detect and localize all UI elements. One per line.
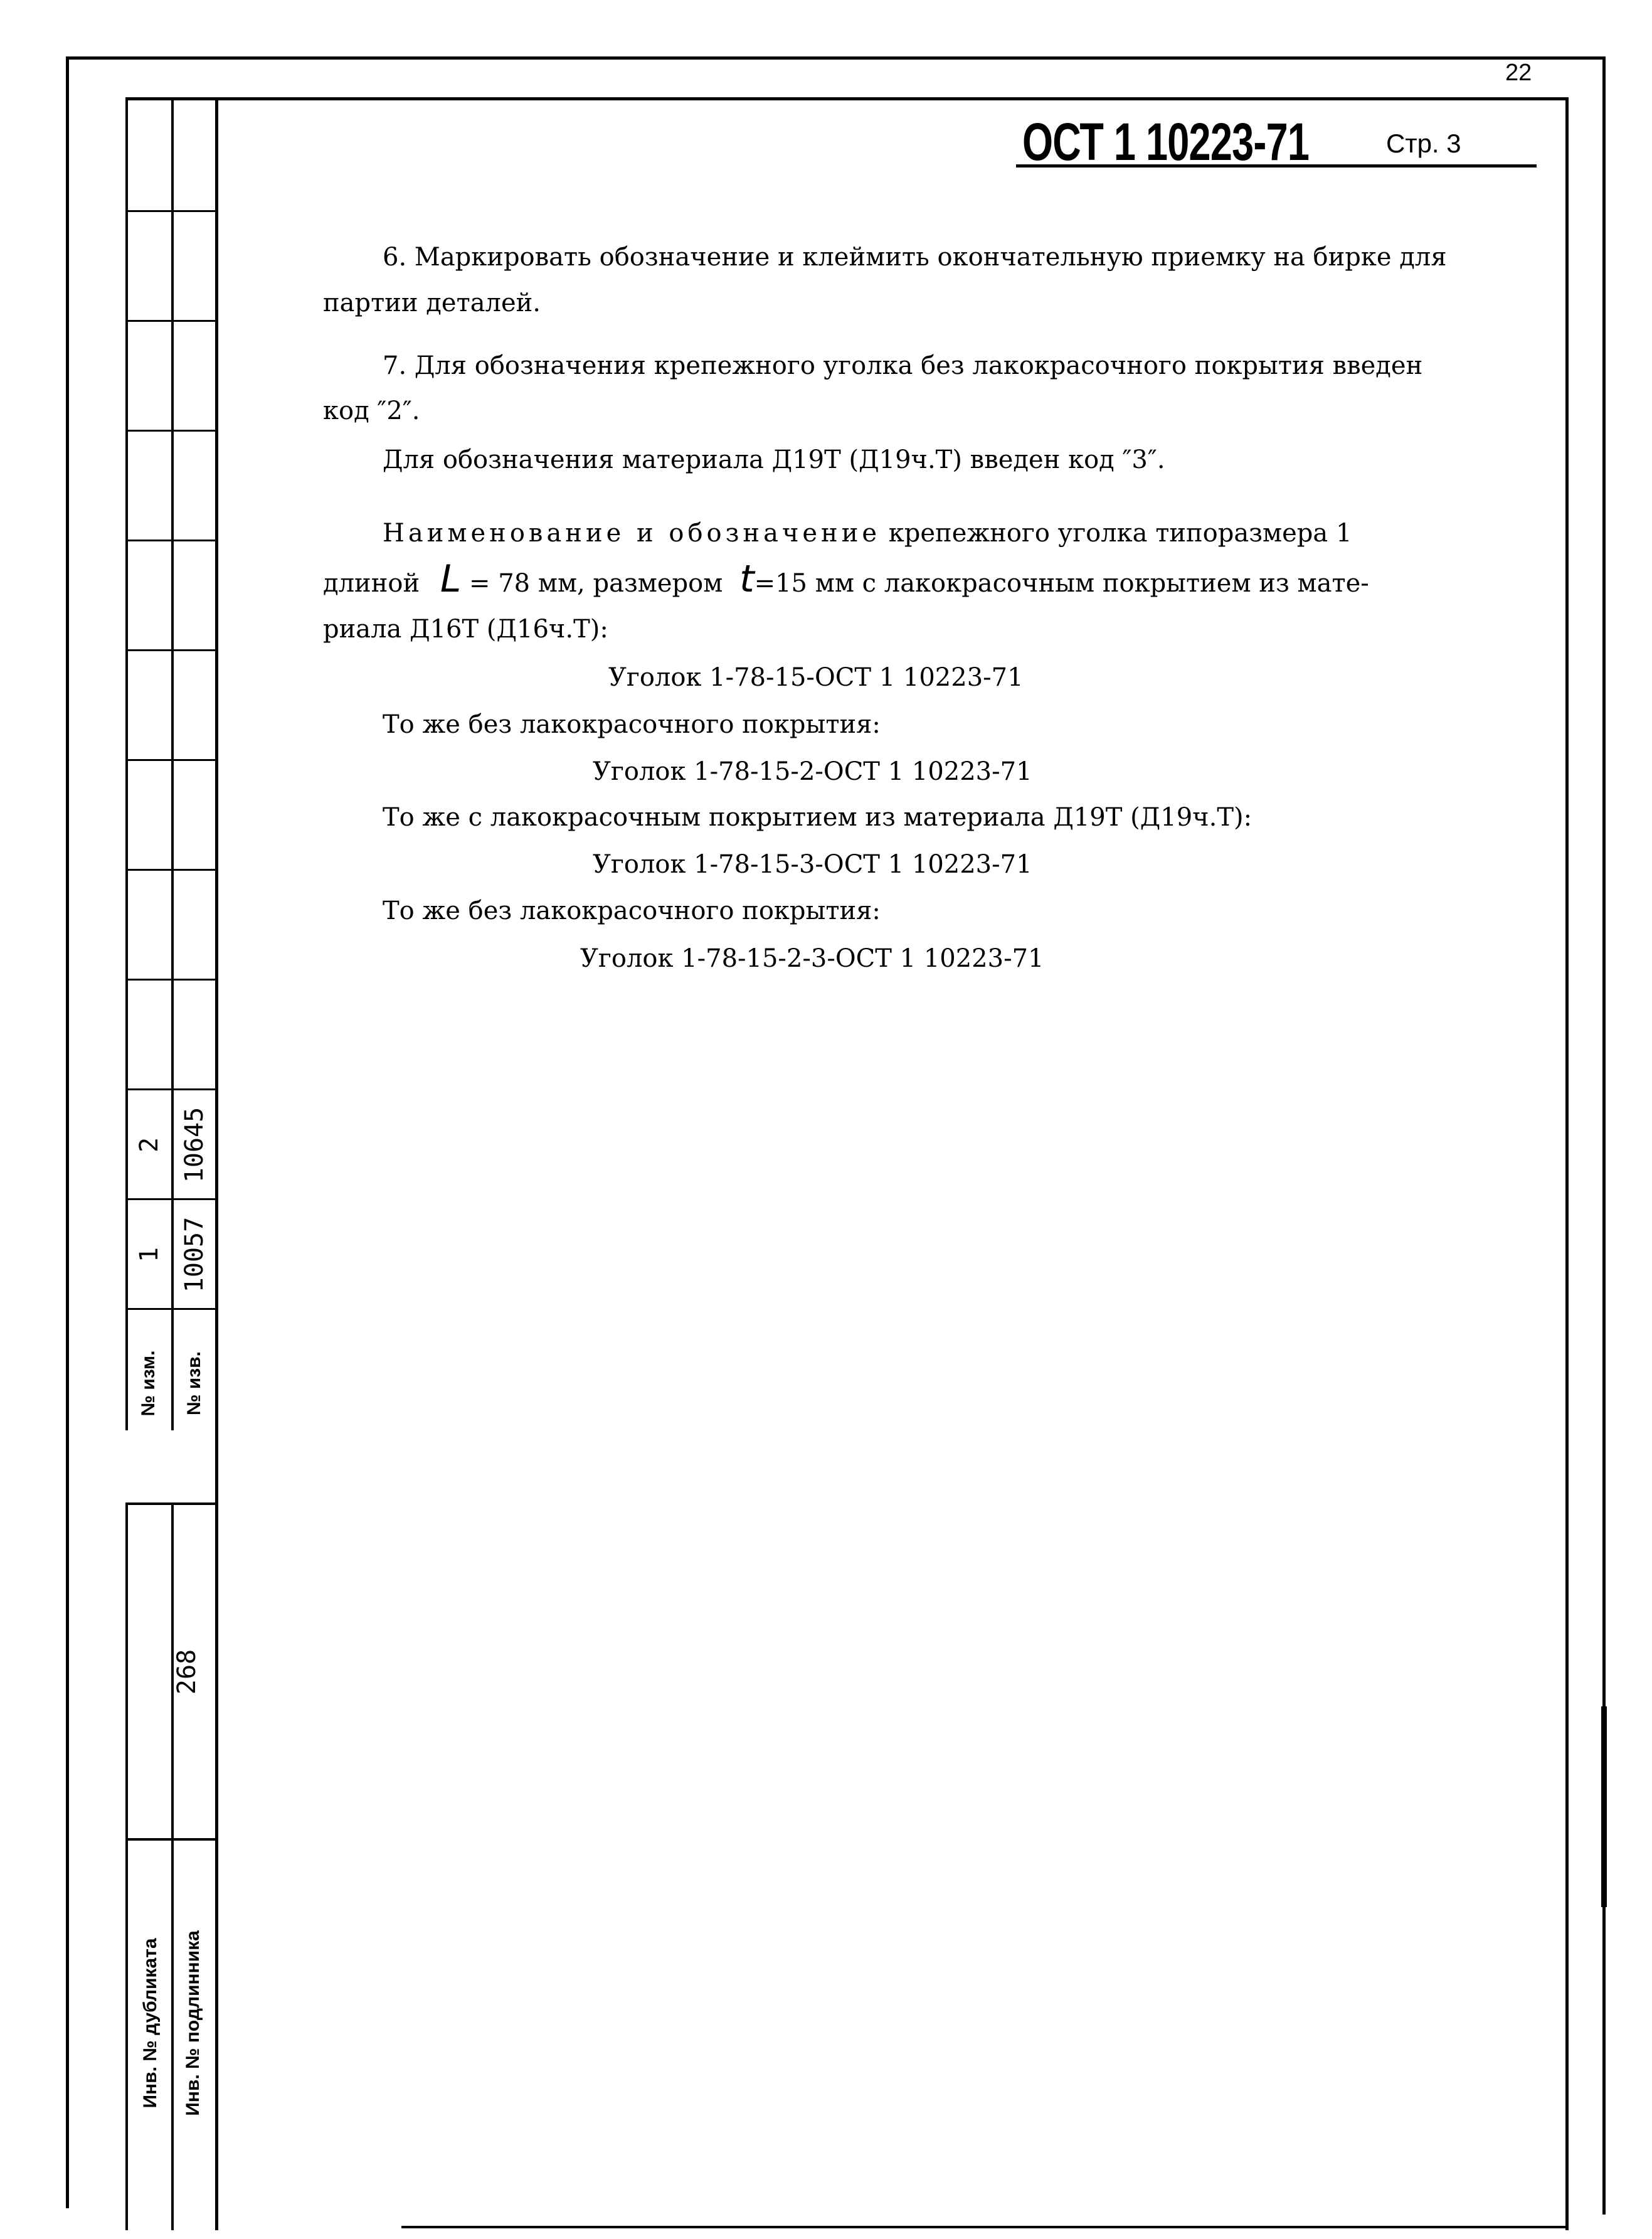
page-label: Стр. 3 — [1386, 129, 1461, 158]
inner-top — [125, 97, 1568, 100]
example-line3: риала Д16Т (Д16ч.Т): — [323, 615, 608, 644]
example-line2-a: длиной — [323, 569, 420, 598]
margin-sep — [125, 320, 216, 322]
right-edge-mark — [1601, 1706, 1607, 1907]
symbol-t: t — [739, 557, 755, 601]
frame-top — [66, 56, 1606, 60]
change-2: 2 — [135, 1137, 164, 1153]
item7-line3: Для обозначения материала Д19Т (Д19ч.Т) введен код ″3″. — [383, 445, 1165, 474]
note-2: То же без лакокрасочного покрытия: — [383, 710, 881, 739]
inner-bottom — [401, 2226, 1568, 2228]
item6-line1: 6. Маркировать обозначение и клеймить окончательную приемку на бирке для — [383, 243, 1447, 272]
margin-sep — [125, 649, 216, 651]
change-1: 1 — [135, 1247, 164, 1263]
note-3: То же с лакокрасочным покрытием из материала Д19Т (Д19ч.Т): — [383, 803, 1252, 832]
margin-sep — [125, 210, 216, 212]
item6-line2: партии деталей. — [323, 289, 541, 317]
example-line1 — [383, 518, 1352, 549]
example-line1-rest: крепежного уголка типоразмера 1 — [888, 519, 1352, 548]
document-code: ОСТ 1 10223-71 — [1022, 112, 1310, 171]
margin-sep — [125, 869, 216, 871]
margin-sep — [125, 430, 216, 432]
example-heading: Наименование и обозначение — [383, 519, 881, 548]
margin-line-1 — [125, 97, 128, 1430]
notice-2: 10645 — [180, 1107, 209, 1183]
item7-line2: код ″2″. — [323, 396, 420, 425]
original-inventory-label: Инв. № подлинника — [183, 1930, 203, 2116]
note-4: То же без лакокрасочного покрытия: — [383, 896, 881, 925]
margin-lower-line-1 — [125, 1502, 128, 2230]
margin-sep — [125, 979, 216, 981]
original-inventory-value: 268 — [172, 1649, 201, 1695]
example-line2 — [323, 557, 1369, 601]
symbol-l: L — [440, 557, 462, 601]
item7-line1: 7. Для обозначения крепежного уголка без лакокрасочного покрытия введен — [383, 351, 1423, 380]
notice-number-label: № изв. — [184, 1351, 204, 1415]
designation-4: Уголок 1-78-15-2-3-ОСТ 1 10223-71 — [580, 944, 1044, 973]
margin-sep — [125, 1502, 216, 1505]
designation-1: Уголок 1-78-15-ОСТ 1 10223-71 — [608, 663, 1024, 692]
margin-lower-line-2 — [171, 1502, 174, 2230]
designation-3: Уголок 1-78-15-3-ОСТ 1 10223-71 — [593, 850, 1032, 879]
example-line2-c: =15 мм с лакокрасочным покрытием из мате- — [754, 569, 1369, 598]
frame-left — [66, 56, 69, 2208]
margin-sep — [125, 1838, 216, 1841]
sheet-number: 22 — [1505, 60, 1532, 86]
change-number-label: № изм. — [138, 1350, 159, 1417]
designation-2: Уголок 1-78-15-2-ОСТ 1 10223-71 — [593, 757, 1032, 786]
margin-line-2 — [171, 97, 174, 1430]
margin-sep — [125, 540, 216, 541]
margin-line-3 — [215, 97, 218, 2230]
inner-right — [1565, 97, 1569, 2230]
duplicate-inventory-label: Инв. № дубликата — [140, 1938, 161, 2109]
example-line2-b: = 78 мм, размером — [469, 569, 723, 598]
notice-1: 10057 — [180, 1216, 209, 1293]
margin-sep — [125, 759, 216, 761]
